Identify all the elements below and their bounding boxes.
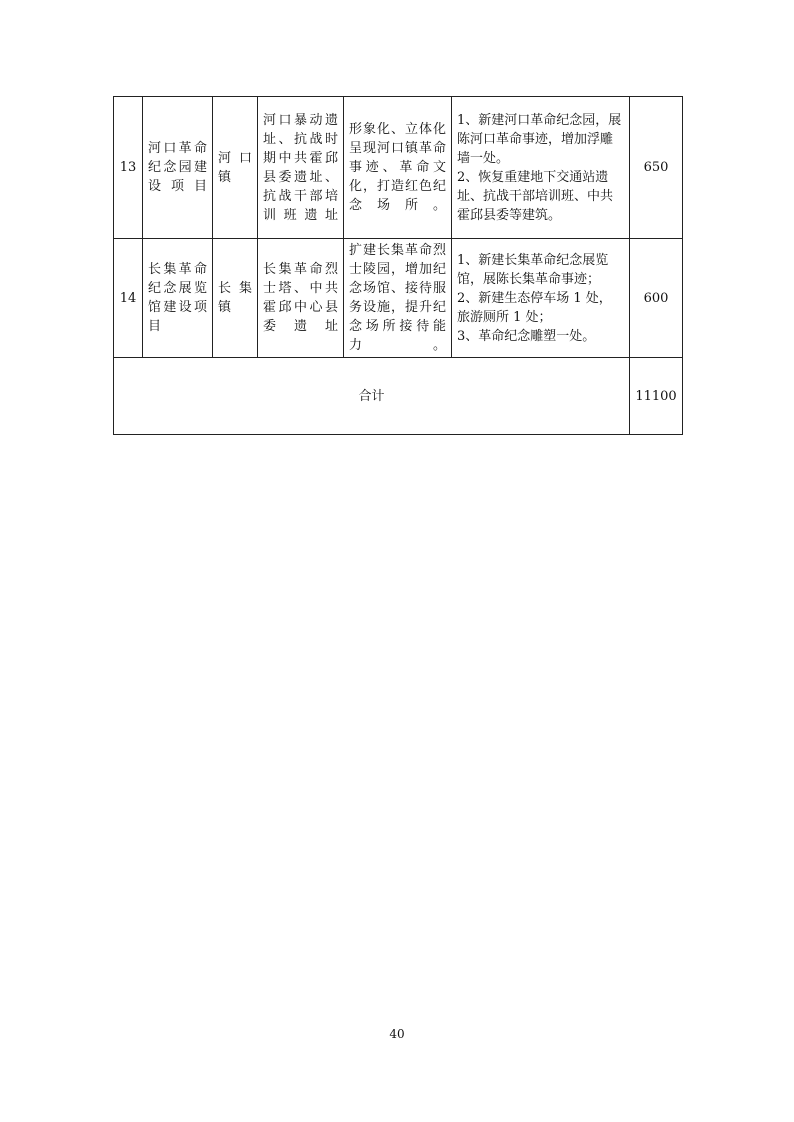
site-description: 长集革命烈士塔、中共霍邱中心县委遗址 (258, 239, 344, 358)
total-row (114, 358, 683, 435)
table-row (114, 239, 683, 358)
town-name: 长集镇 (213, 239, 258, 358)
page-number: 40 (389, 1027, 405, 1041)
total-amount: 11100 (630, 358, 683, 435)
town-name: 河口镇 (213, 97, 258, 239)
project-goal: 扩建长集革命烈士陵园，增加纪念场馆、接待服务设施，提升纪念场所接待能力。 (344, 239, 452, 358)
row-number: 13 (114, 97, 143, 239)
content-item: 2、新建生态停车场 1 处，旅游厕所 1 处； (457, 290, 612, 325)
total-label: 合计 (114, 358, 630, 435)
investment-amount: 600 (630, 239, 683, 358)
content-item: 1、新建长集革命纪念展览馆，展陈长集革命事迹； (457, 252, 609, 287)
content-item: 3、革命纪念雕塑一处。 (457, 328, 596, 344)
content-item: 2、恢复重建地下交通站遗址、抗战干部培训班、中共霍邱县委等建筑。 (457, 169, 614, 223)
site-description: 河口暴动遗址、抗战时期中共霍邱县委遗址、抗战干部培训班遗址 (258, 97, 344, 239)
project-content (452, 239, 630, 358)
table-row (114, 97, 683, 239)
project-goal: 形象化、立体化呈现河口镇革命事迹、革命文化，打造红色纪念场所。 (344, 97, 452, 239)
project-content (452, 97, 630, 239)
project-table (113, 96, 683, 435)
project-name: 长集革命纪念展览馆建设项目 (143, 239, 213, 358)
investment-amount: 650 (630, 97, 683, 239)
row-number: 14 (114, 239, 143, 358)
project-name: 河口革命纪念园建设项目 (143, 97, 213, 239)
content-item: 1、新建河口革命纪念园，展陈河口革命事迹，增加浮雕墙一处。 (457, 112, 622, 166)
